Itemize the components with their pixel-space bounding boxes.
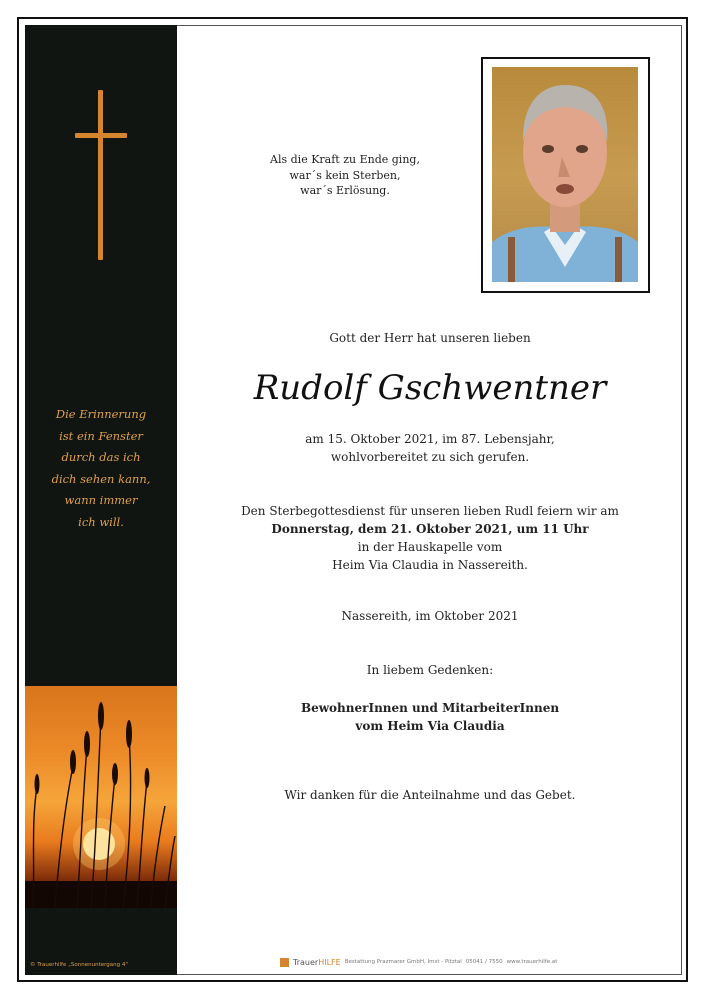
intro-text: Gott der Herr hat unseren lieben <box>329 331 531 345</box>
footer-company: Bestattung Prazmarer GmbH, Imst - Pitztal <box>344 959 462 965</box>
death-line: am 15. Oktober 2021, im 87. Lebensjahr, <box>305 432 555 446</box>
mourners-line: BewohnerInnen und MitarbeiterInnen <box>300 701 560 715</box>
footer <box>280 955 600 969</box>
death-notice <box>230 430 630 466</box>
image-credit: © Trauerhilfe „Sonnenuntergang 4“ <box>30 962 129 968</box>
poem-line: Die Erinnerung <box>55 407 147 421</box>
poem-line: dich sehen kann, <box>51 471 151 486</box>
logo-part-a: Trauer <box>293 957 319 967</box>
logo-part-b: HILFE <box>318 957 341 967</box>
service-line: in der Hauskapelle vom <box>357 540 503 554</box>
footer-web: www.trauerhilfe.at <box>506 959 558 965</box>
service-line: Heim Via Claudia in Nassereith. <box>332 558 528 572</box>
cross-icon-bar <box>75 133 127 138</box>
death-line: wohlvorbereitet zu sich gerufen. <box>330 450 530 464</box>
deceased-name: Rudolf Gschwentner <box>253 368 607 408</box>
footer-phone: 05041 / 7550 <box>465 959 503 965</box>
poem-line: wann immer <box>64 493 138 507</box>
quote-line: war´s kein Sterben, <box>289 168 401 182</box>
mourners <box>230 699 630 735</box>
side-poem <box>25 404 177 533</box>
memory-heading: In liebem Gedenken: <box>366 663 494 677</box>
place-date: Nassereith, im Oktober 2021 <box>341 609 519 623</box>
service-line: Den Sterbegottesdienst für unseren lieben Rudl feiern wir am <box>241 504 619 518</box>
portrait-photo <box>492 67 638 282</box>
thanks-text: Wir danken für die Anteilnahme und das Gebet. <box>284 788 576 802</box>
quote <box>240 152 450 199</box>
service-date: Donnerstag, dem 21. Oktober 2021, um 11 Uhr <box>271 522 589 536</box>
cross-icon <box>98 90 103 260</box>
poem-line: ich will. <box>78 514 124 529</box>
footer-logo <box>293 958 341 967</box>
logo-icon <box>280 958 289 967</box>
mourners-line: vom Heim Via Claudia <box>355 719 505 733</box>
poem-line: ist ein Fenster <box>59 428 143 443</box>
poem-line: durch das ich <box>61 450 141 464</box>
quote-line: Als die Kraft zu Ende ging, <box>270 153 420 166</box>
sunset-image <box>25 686 177 908</box>
quote-line: war´s Erlösung. <box>300 184 390 197</box>
service-info <box>230 502 630 574</box>
